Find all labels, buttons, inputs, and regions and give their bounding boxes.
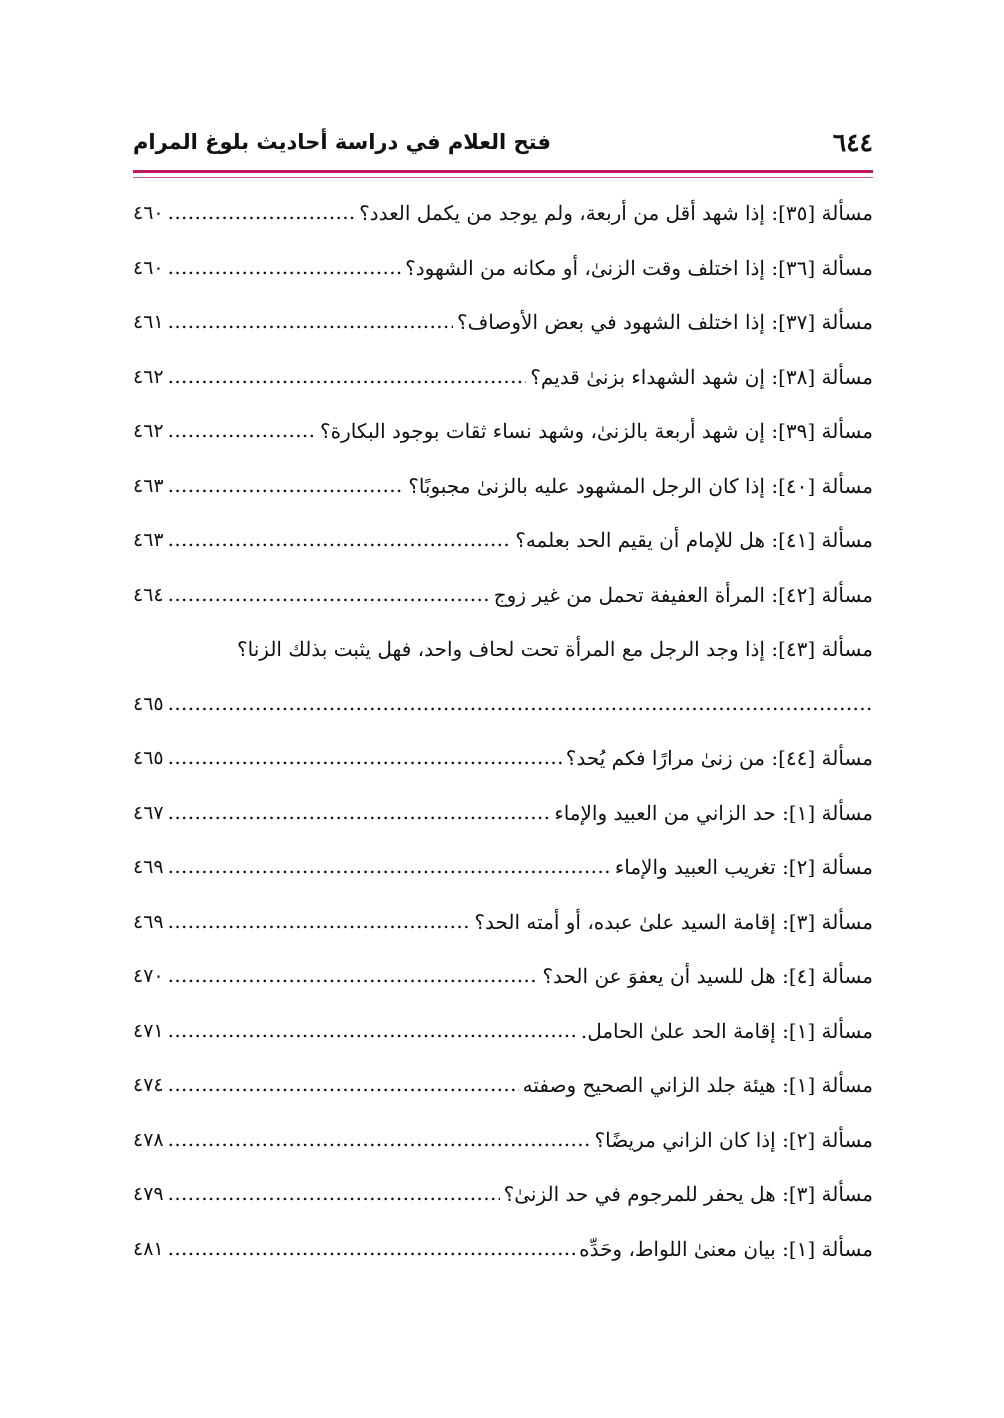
toc-entry-title: مسألة [٣]: هل يحفر للمرجوم في حد الزنىٰ؟ — [503, 1182, 873, 1207]
toc-entry-title: مسألة [٤٤]: من زنىٰ مرارًا فكم يُحد؟ — [565, 746, 873, 771]
toc-entry-page: ٤٦١ — [133, 311, 164, 334]
toc-entry-page: ٤٦٣ — [133, 529, 164, 552]
toc-entry — [133, 513, 873, 568]
toc-entry-title: مسألة [٤٣]: إذا وجد الرجل مع المرأة تحت لحاف واحد، فهل يثبت بذلك الزنا؟ — [237, 637, 873, 662]
toc-leader-dots — [168, 473, 405, 499]
toc-entry — [133, 622, 873, 677]
toc-leader-dots — [168, 200, 355, 226]
toc-leader-dots — [168, 800, 551, 826]
toc-entry — [133, 350, 873, 405]
toc-leader-dots — [168, 1072, 519, 1098]
toc-entry — [133, 1004, 873, 1059]
toc-leader-dots — [168, 1181, 500, 1207]
header-rule-thick — [133, 170, 873, 173]
toc-entry — [133, 404, 873, 459]
toc-entry-page: ٤٧٠ — [133, 965, 164, 988]
toc-leader-dots — [168, 1127, 591, 1153]
toc-entry-page: ٤٦٣ — [133, 474, 164, 497]
toc-entry — [133, 295, 873, 350]
toc-entry — [133, 731, 873, 786]
toc-entry — [133, 949, 873, 1004]
toc-entry-page: ٤٦٢ — [133, 420, 164, 443]
toc-entry-title: مسألة [١]: هيئة جلد الزاني الصحيح وصفته — [522, 1073, 873, 1098]
toc-entry-page: ٤٦٥ — [133, 692, 164, 715]
toc-entry-title: مسألة [١]: إقامة الحد علىٰ الحامل. — [580, 1018, 873, 1043]
page-number: ٦٤٤ — [832, 128, 873, 157]
header-rule-thin — [133, 177, 873, 178]
toc-entry-page: ٤٦٢ — [133, 365, 164, 388]
toc-leader-dots — [168, 963, 539, 989]
toc-entry — [133, 1058, 873, 1113]
toc-entry-title: مسألة [٣٩]: إن شهد أربعة بالزنىٰ، وشهد نساء ثقات بوجود البكارة؟ — [320, 419, 873, 444]
toc-entry-page: ٤٦٧ — [133, 801, 164, 824]
toc-entry-page: ٤٦٥ — [133, 747, 164, 770]
toc-entry-title: مسألة [٢]: إذا كان الزاني مريضًا؟ — [594, 1127, 873, 1152]
toc-entry — [133, 1113, 873, 1168]
toc-entry-page: ٤٨١ — [133, 1237, 164, 1260]
toc-entry — [133, 568, 873, 623]
toc-entry — [133, 840, 873, 895]
toc-entry — [133, 1222, 873, 1277]
toc-entry — [133, 895, 873, 950]
toc-entry-title: مسألة [١]: حد الزاني من العبيد والإماء — [554, 800, 873, 825]
toc-entry-title: مسألة [٣٧]: إذا اختلف الشهود في بعض الأوصاف؟ — [456, 310, 873, 335]
toc-entry-page: ٤٦٩ — [133, 910, 164, 933]
toc-entry-title: مسألة [٤]: هل للسيد أن يعفوَ عن الحد؟ — [542, 964, 873, 989]
toc-leader-dots — [168, 527, 512, 553]
toc-entry-title: مسألة [٣٥]: إذا شهد أقل من أربعة، ولم يوجد من يكمل العدد؟ — [359, 201, 873, 226]
toc-entry-page: ٤٧٩ — [133, 1183, 164, 1206]
toc-entry-page: ٤٧٨ — [133, 1128, 164, 1151]
toc-entry-title: مسألة [٢]: تغريب العبيد والإماء — [614, 855, 873, 880]
toc-entry-page: ٤٦٠ — [133, 256, 164, 279]
toc-entry-page: ٤٧١ — [133, 1019, 164, 1042]
toc-leader-dots — [168, 309, 453, 335]
toc-leader-dots — [168, 418, 316, 444]
book-title: فتح العلام في دراسة أحاديث بلوغ المرام — [133, 130, 551, 154]
table-of-contents — [133, 186, 873, 1276]
toc-entry — [133, 459, 873, 514]
toc-leader-dots — [168, 1018, 577, 1044]
toc-entry-page: ٤٦٠ — [133, 202, 164, 225]
toc-leader-dots — [168, 909, 471, 935]
toc-entry-title: مسألة [٣]: إقامة السيد علىٰ عبده، أو أمته الحد؟ — [474, 909, 873, 934]
toc-leader-dots — [168, 745, 562, 771]
toc-entry-title: مسألة [٣٨]: إن شهد الشهداء بزنىٰ قديم؟ — [530, 364, 873, 389]
toc-entry-page: ٤٦٤ — [133, 583, 164, 606]
toc-leader-dots — [168, 1236, 575, 1262]
toc-leader-dots — [168, 854, 611, 880]
toc-leader-dots — [168, 255, 401, 281]
toc-entry-page: ٤٧٤ — [133, 1074, 164, 1097]
toc-entry-title: مسألة [٤١]: هل للإمام أن يقيم الحد بعلمه؟ — [515, 528, 873, 553]
toc-entry — [133, 186, 873, 241]
toc-entry-title: مسألة [١]: بيان معنىٰ اللواط، وحَدِّه — [579, 1236, 873, 1261]
toc-entry-title: مسألة [٤٠]: إذا كان الرجل المشهود عليه بالزنىٰ مجبوبًا؟ — [408, 473, 873, 498]
toc-entry — [133, 677, 873, 732]
page-header — [133, 128, 873, 164]
toc-leader-dots — [168, 364, 527, 390]
toc-entry — [133, 241, 873, 296]
toc-entry-page: ٤٦٩ — [133, 856, 164, 879]
toc-leader-dots — [168, 691, 873, 717]
toc-entry — [133, 786, 873, 841]
toc-entry — [133, 1167, 873, 1222]
toc-entry-title: مسألة [٤٢]: المرأة العفيفة تحمل من غير زوج — [493, 582, 873, 607]
toc-leader-dots — [168, 582, 490, 608]
toc-entry-title: مسألة [٣٦]: إذا اختلف وقت الزنىٰ، أو مكانه من الشهود؟ — [405, 255, 873, 280]
